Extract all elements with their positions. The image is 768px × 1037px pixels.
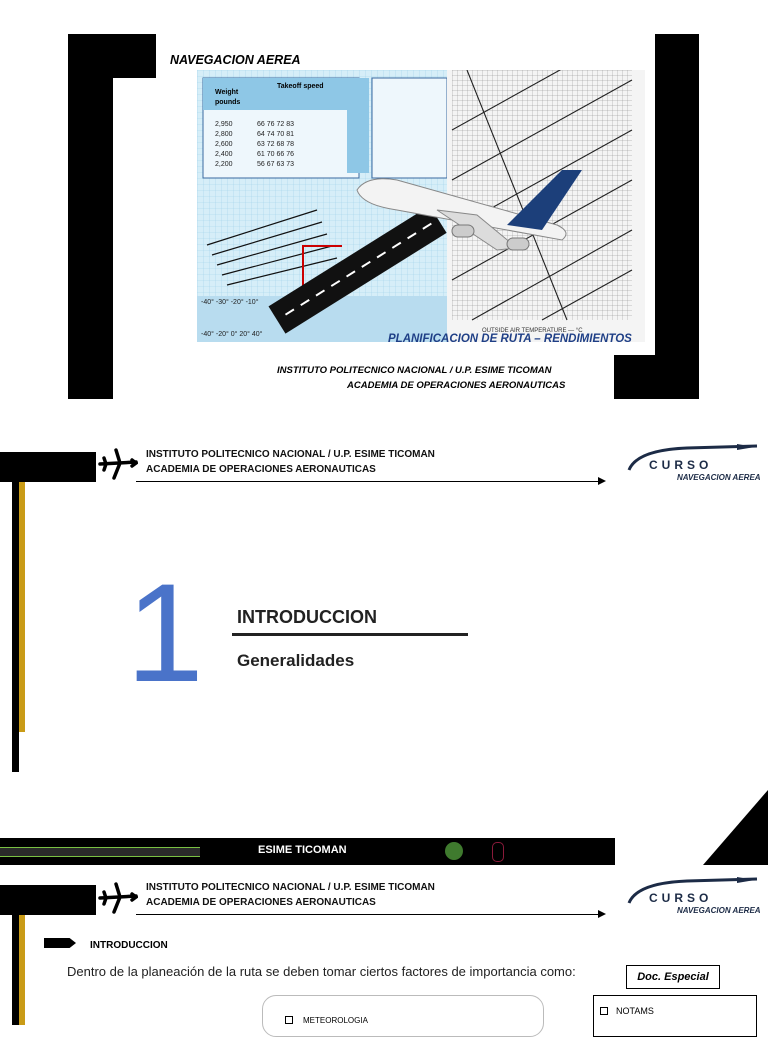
doc-special-box: Doc. Especial (626, 965, 720, 989)
header-black-tab (0, 452, 96, 482)
checkbox-icon (600, 1007, 608, 1015)
header-institute: INSTITUTO POLITECNICO NACIONAL / U.P. ESIME TICOMAN (146, 882, 435, 893)
svg-text:64 74 70 81: 64 74 70 81 (257, 131, 294, 138)
heading-rule (232, 633, 468, 636)
header-rule (136, 914, 601, 915)
meteorology-label: METEOROLOGIA (303, 1016, 368, 1025)
left-rail-black (12, 915, 19, 1025)
arrow-icon (598, 477, 606, 485)
svg-text:2,200: 2,200 (215, 161, 233, 168)
svg-text:-40° -20° 0° 20° 40°: -40° -20° 0° 20° 40° (201, 331, 263, 338)
slide-title: NAVEGACION AEREA (170, 53, 301, 67)
logo-subtitle: NAVEGACION AEREA (677, 906, 761, 915)
footer-bar (0, 838, 615, 865)
svg-text:2,800: 2,800 (215, 131, 233, 138)
airplane-icon (98, 880, 138, 921)
logo-word: CURSO (649, 458, 713, 472)
left-rail-black (12, 482, 19, 772)
svg-text:2,600: 2,600 (215, 141, 233, 148)
section-subheading: Generalidades (237, 651, 355, 670)
section-title: INTRODUCCION (90, 940, 168, 951)
svg-text:pounds: pounds (215, 99, 241, 106)
frame-left-bar (68, 34, 113, 399)
arrow-icon (598, 910, 606, 918)
svg-text:56 67 63 73: 56 67 63 73 (257, 161, 294, 168)
slide-1 (0, 0, 768, 410)
corner-triangle (703, 790, 768, 865)
section-arrow-icon (44, 938, 76, 948)
airplane-icon (98, 446, 138, 487)
frame-right-bar (655, 34, 699, 399)
curso-logo (627, 875, 762, 917)
footer-runway-strip (0, 847, 200, 857)
svg-text:OUTSIDE AIR TEMPERATURE — °C: OUTSIDE AIR TEMPERATURE — °C (482, 328, 583, 334)
slide-2 (0, 430, 768, 790)
body-text: Dentro de la planeación de la ruta se deben tomar ciertos factores de importancia como: (67, 964, 576, 979)
logo-word: CURSO (649, 891, 713, 905)
header-black-tab (0, 885, 96, 915)
header-academy: ACADEMIA DE OPERACIONES AERONAUTICAS (146, 897, 376, 908)
footer-label: ESIME TICOMAN (258, 844, 347, 856)
academy-line: ACADEMIA DE OPERACIONES AERONAUTICAS (347, 380, 566, 391)
svg-text:2,950: 2,950 (215, 121, 233, 128)
curso-logo (627, 442, 762, 484)
left-rail-gold (19, 482, 25, 732)
svg-text:2,400: 2,400 (215, 151, 233, 158)
performance-chart-image (197, 70, 645, 342)
meteorology-box (262, 995, 544, 1037)
svg-text:-40° -30° -20° -10°: -40° -30° -20° -10° (201, 299, 259, 306)
notams-label: NOTAMS (616, 1006, 654, 1016)
checkbox-icon (285, 1016, 293, 1024)
section-number: 1 (126, 554, 204, 711)
section-heading: INTRODUCCION (237, 607, 377, 627)
svg-text:Weight: Weight (215, 89, 239, 96)
header-institute: INSTITUTO POLITECNICO NACIONAL / U.P. ESIME TICOMAN (146, 449, 435, 460)
logo-subtitle: NAVEGACION AEREA (677, 473, 761, 482)
svg-text:61 70 66 76: 61 70 66 76 (257, 151, 294, 158)
institute-line: INSTITUTO POLITECNICO NACIONAL / U.P. ESIME TICOMAN (277, 365, 552, 376)
svg-text:66 76 72 83: 66 76 72 83 (257, 121, 294, 128)
header-academy: ACADEMIA DE OPERACIONES AERONAUTICAS (146, 464, 376, 475)
header-rule (136, 481, 601, 482)
notams-box (593, 995, 757, 1037)
svg-text:63 72 68 78: 63 72 68 78 (257, 141, 294, 148)
seal-icon (492, 842, 504, 862)
slide-3 (0, 868, 768, 1024)
left-rail-gold (19, 915, 25, 1025)
emblem-icon (445, 842, 463, 860)
svg-text:Takeoff speed: Takeoff speed (277, 83, 324, 90)
slide-subtitle: PLANIFICACION DE RUTA – RENDIMIENTOS (388, 333, 632, 345)
frame-right-foot (614, 355, 699, 399)
